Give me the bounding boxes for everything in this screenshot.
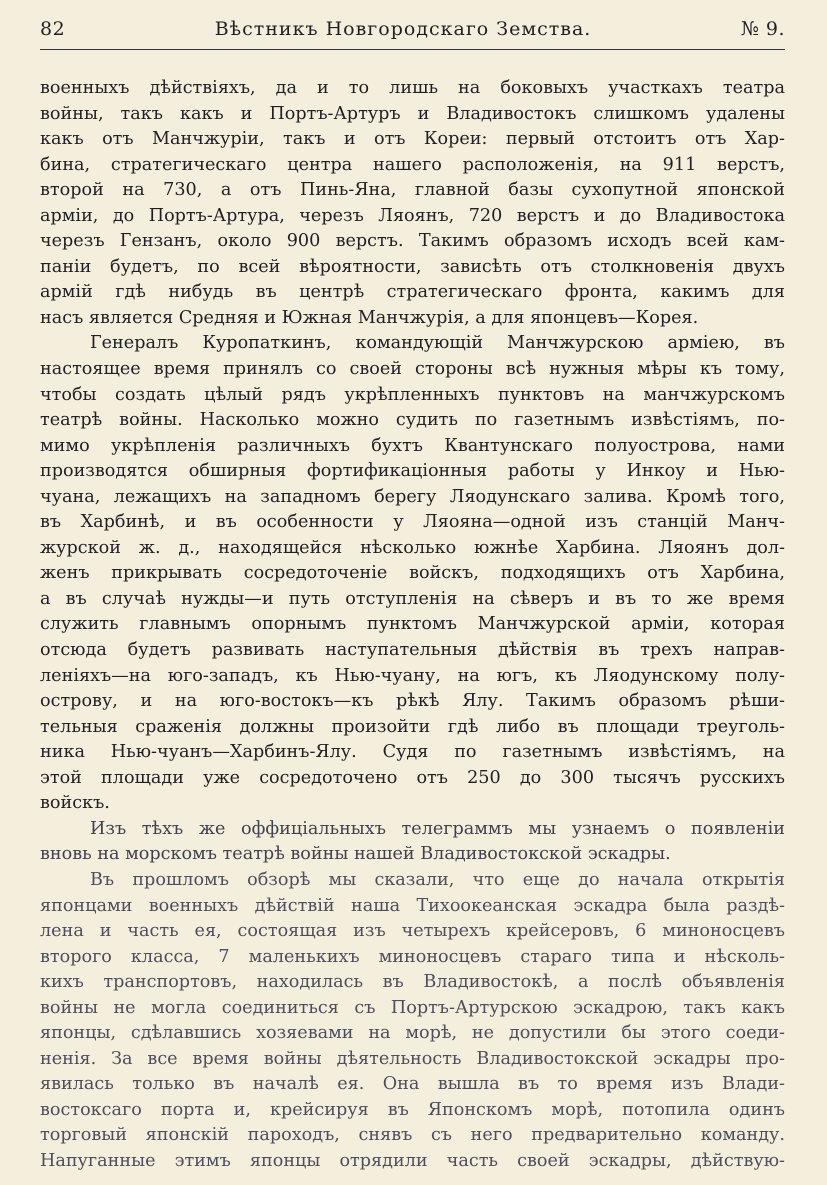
text-line: армій гдѣ нибудь въ центрѣ стратегическаго фронта, какимъ для xyxy=(40,282,785,303)
text-line: острову, и на юго-востокъ—къ рѣкѣ Ялу. Такимъ образомъ рѣши- xyxy=(40,691,785,712)
text-line: леніяхъ—на юго-западъ, къ Нью-чуану, на югъ, къ Ляодунскому полу- xyxy=(40,665,785,686)
text-line: Въ прошломъ обзорѣ мы сказали, что еще до начала открытія xyxy=(90,869,785,890)
text-line: мимо укрѣпленія различныхъ бухтъ Квантунскаго полуострова, нами xyxy=(40,435,785,456)
text-line: Изъ тѣхъ же оффиціальныхъ телеграммъ мы узнаемъ о появленіи xyxy=(90,818,785,839)
text-line: войскъ. xyxy=(40,793,110,814)
text-line: бина, стратегическаго центра нашего расположенія, на 911 верстъ, xyxy=(40,154,785,175)
text-line: войны, такъ какъ и Портъ-Артуръ и Владивостокъ слишкомъ удалены xyxy=(40,103,785,124)
text-line: этой площади уже сосредоточено отъ 250 до 300 тысячъ русскихъ xyxy=(40,767,785,788)
text-line: женъ прикрывать сосредоточеніе войскъ, подходящихъ отъ Харбина, xyxy=(40,563,785,584)
text-line: Напуганные этимъ японцы отрядили часть своей эскадры, дѣйствую- xyxy=(40,1150,785,1171)
text-line: настоящее время принялъ со своей стороны всѣ нужныя мѣры къ тому, xyxy=(40,359,785,380)
text-line: насъ является Средняя и Южная Манчжурія, а для японцевъ—Корея. xyxy=(40,307,699,328)
issue-number: № 9. xyxy=(740,18,785,40)
text-line: служить главнымъ опорнымъ пунктомъ Манчжурской арміи, которая xyxy=(40,614,785,635)
text-line: войны не могла соединиться съ Портъ-Артурскою эскадрою, такъ какъ xyxy=(40,997,785,1018)
journal-title: Вѣстникъ Новгородскаго Земства. xyxy=(214,18,592,40)
text-line: журской ж. д., находящейся нѣсколько южнѣе Харбина. Ляоянъ дол- xyxy=(40,537,785,558)
text-line: чтобы создать цѣлый рядъ укрѣпленныхъ пунктовъ на манчжурскомъ xyxy=(40,384,785,405)
text-line: кихъ транспортовъ, находилась въ Владивостокѣ, а послѣ объявленія xyxy=(40,972,785,993)
text-line: ненія. За все время войны дѣятельность Владивостокской эскадры про- xyxy=(40,1048,785,1069)
text-line: отсюда будетъ развивать наступательныя дѣйствія въ трехъ направ- xyxy=(40,640,785,661)
text-line: торговый японскій пароходъ, снявъ съ него предварительно команду. xyxy=(40,1125,785,1146)
page-header xyxy=(40,18,785,50)
text-line: вновь на морскомъ театрѣ войны нашей Владивостокской эскадры. xyxy=(40,844,671,865)
text-line: второго класса, 7 маленькихъ миноносцевъ стараго типа и нѣсколь- xyxy=(40,946,785,967)
text-line: второй на 730, а отъ Пинь-Яна, главной базы сухопутной японской xyxy=(40,180,785,201)
page-number: 82 xyxy=(40,18,66,40)
text-line: какъ отъ Манчжуріи, такъ и отъ Кореи: первый отстоитъ отъ Хар- xyxy=(40,129,785,150)
text-line: чуана, лежащихъ на западномъ берегу Ляодунскаго залива. Кромѣ того, xyxy=(40,486,785,507)
text-line: въ Харбинѣ, и въ особенности у Ляояна—одной изъ станцій Манч- xyxy=(40,512,785,533)
text-line: военныхъ дѣйствіяхъ, да и то лишь на боковыхъ участкахъ театра xyxy=(40,78,785,98)
text-line: черезъ Гензанъ, около 900 верстъ. Такимъ образомъ исходъ всей кам- xyxy=(40,231,785,252)
text-line: арміи, до Портъ-Артура, черезъ Ляоянъ, 720 верстъ и до Владивостока xyxy=(40,205,785,226)
text-line: явилась только въ началѣ ея. Она вышла въ то время изъ Влади- xyxy=(40,1074,785,1095)
text-line: Генералъ Куропаткинъ, командующій Манчжурскою арміею, въ xyxy=(90,333,785,354)
text-line: японцы, сдѣлавшись хозяевами на морѣ, не допустили бы этого соеди- xyxy=(40,1023,785,1044)
text-line: востоксаго порта и, крейсируя въ Японскомъ морѣ, потопила одинъ xyxy=(40,1099,785,1120)
text-line: японцами военныхъ дѣйствій наша Тихоокеанская эскадра была раздѣ- xyxy=(40,895,785,916)
text-line: а въ случаѣ нужды—и путь отступленія на сѣверъ и въ то же время xyxy=(40,588,785,609)
text-line: паніи будетъ, по всей вѣроятности, зависѣть отъ столкновенія двухъ xyxy=(40,256,785,277)
text-line: производятся обширныя фортификаціонныя работы у Инкоу и Нью- xyxy=(40,461,785,482)
text-line: театрѣ войны. Насколько можно судить по газетнымъ извѣстіямъ, по- xyxy=(40,410,785,431)
text-line: тельныя сраженія должны произойти гдѣ либо въ площади треуголь- xyxy=(40,716,785,737)
text-line: ника Нью-чуанъ—Харбинъ-Ялу. Судя по газетнымъ извѣстіямъ, на xyxy=(40,742,785,763)
article-body xyxy=(40,76,785,1175)
text-line: лена и часть ея, состоящая изъ четырехъ крейсеровъ, 6 миноносцевъ xyxy=(40,921,785,942)
